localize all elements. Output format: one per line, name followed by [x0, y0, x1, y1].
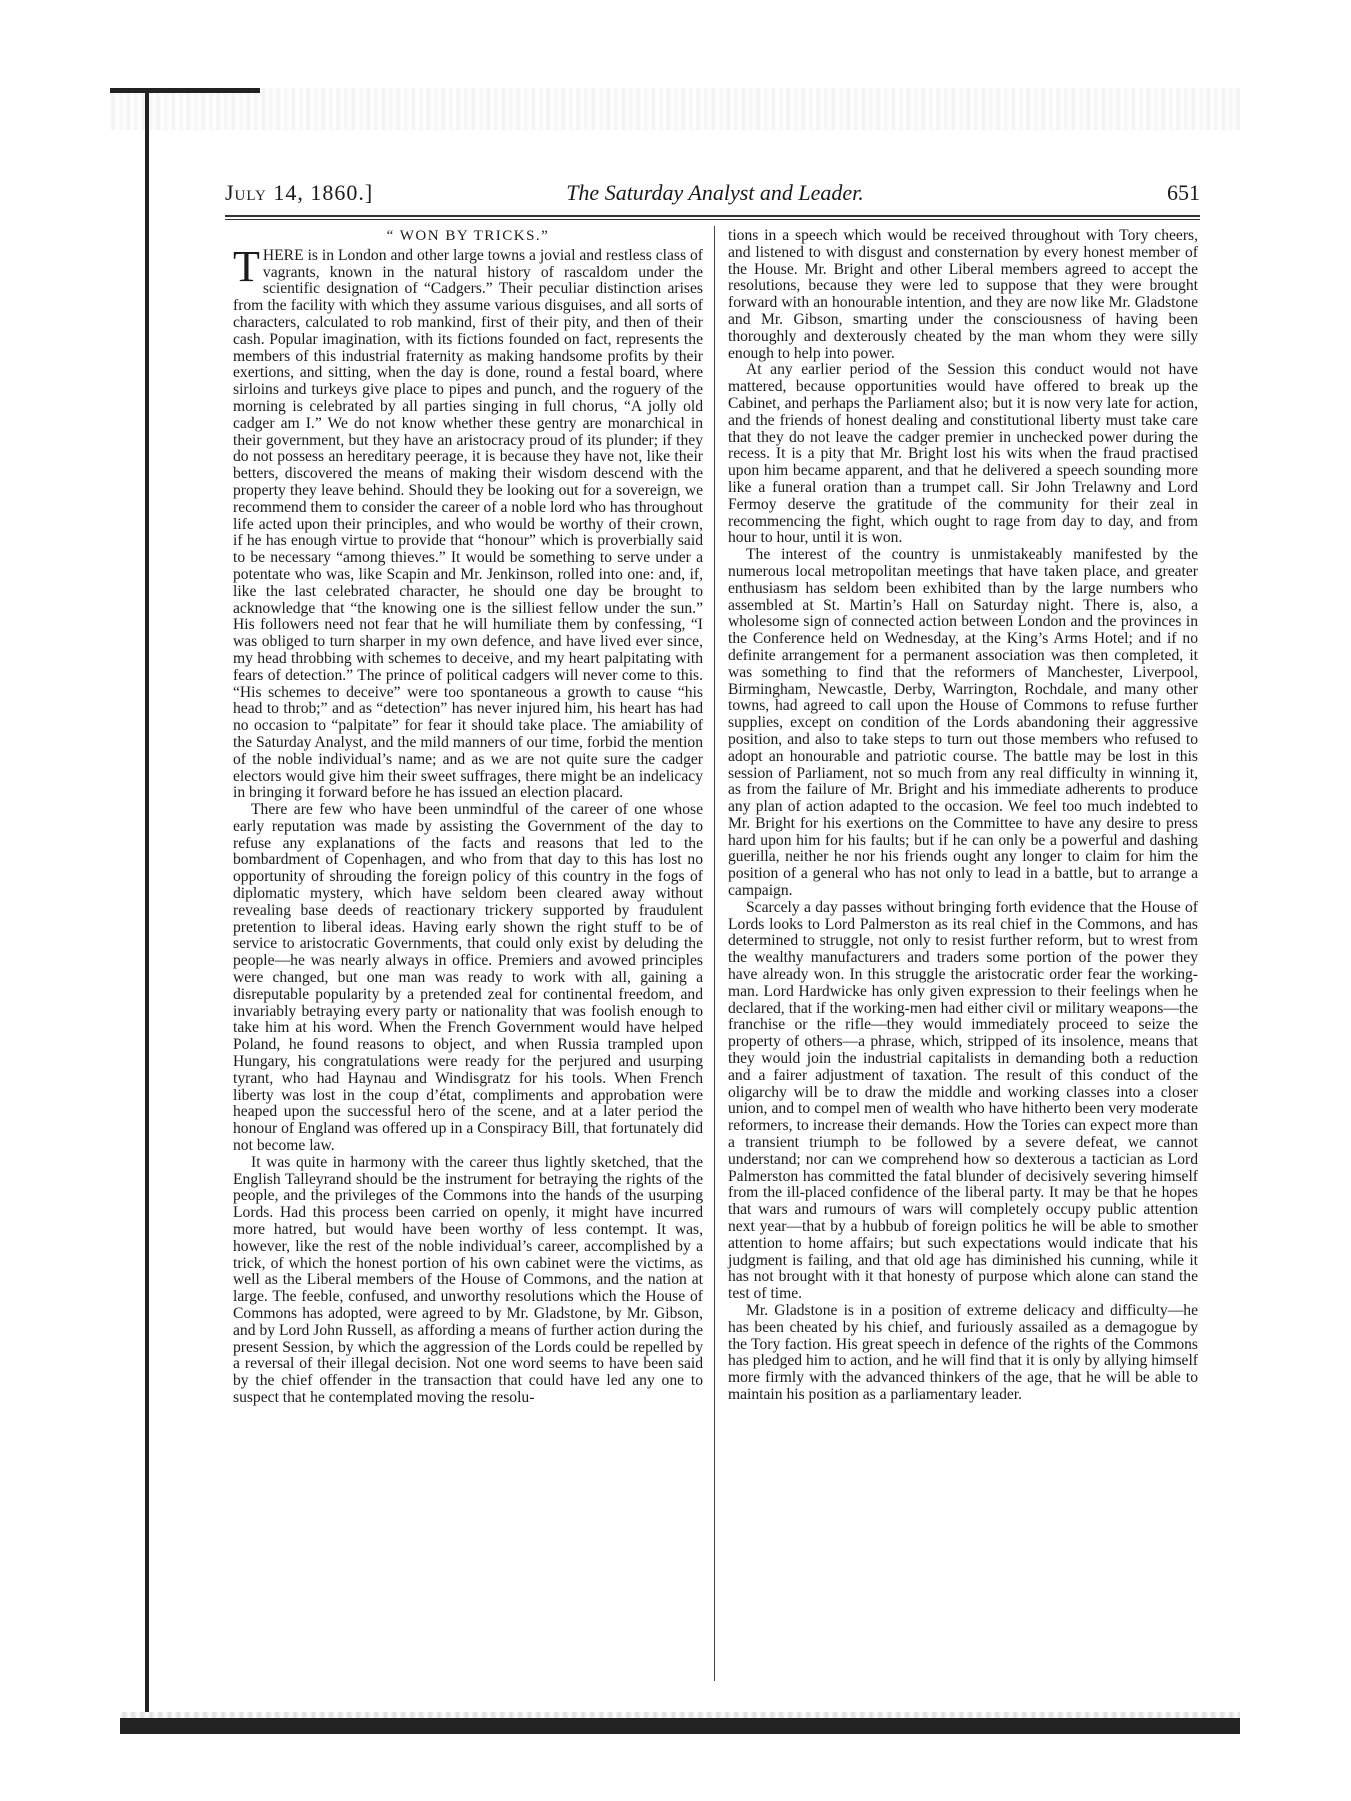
header-date: July 14, 1860.] [225, 180, 374, 205]
paragraph-text: HERE is in London and other large towns a jovial and restless class of vagrants, known in the natural history of rascaldom under the scientific designation of “Cadgers.” Their peculiar distinction arises from the facility with which they assume various disguises, and all sorts of characters, calculated to rob mankind, first of their pity, and then of their cash. Popular imagination, with its fictions founded on fact, represents the members of this industrial fraternity as making handsome profits by their exertions, and sitting, when the day is done, round a festal board, where sirloins and turkeys give place to pipes and punch, and the roguery of the morning is celebrated by all parties singing in full chorus, “A jolly old cadger am I.” We do not know whether these gentry are monarchical in their government, but they have an aristocracy proud of its plunder; if they do not possess an hereditary peerage, it is because they have not, like their betters, discovered the means of making their wisdom descend with the property they leave behind. Should they be looking out for a sovereign, we recommend them to consider the career of a noble lord who has throughout life acted upon their principles, and who would be worthy of their crown, if he has enough virtue to provide that “honour” which is proverbially said to be necessary “among thieves.” It would be something to serve under a potentate who was, like Scapin and Mr. Jenkinson, rolled into one: and, if, like the last celebrated character, he should one day be brought to acknowledge that “the knowing one is the silliest fellow under the sun.” His followers need not fear that he will humiliate them by confessing, “I was obliged to turn sharper in my own defence, and have lived ever since, my head throbbing with schemes to deceive, and my heart palpitating with fears of detection.” The prince of political cadgers will never come to this. “His schemes to deceive” were too spontaneous a growth to cause “his head to throb;” and as “detection” has never injured him, his heart has had no occasion to “palpitate” for fear it should take place. The amiability of the Saturday Analyst, and the mild manners of our time, forbid the mention of the noble individual’s name; and as we are not quite sure the cadger electors would give him their sweet suffrages, there might be an indelicacy in bringing it forward before he has issued an election placard. [233, 246, 703, 802]
page-number: 651 [1167, 180, 1200, 205]
column-divider [714, 226, 715, 1681]
paragraph: At any earlier period of the Session this conduct would not have mattered, because opportunities would have offered to break up the Cabinet, and perhaps the Parliament also; but it is now very late for action, and the friends of honest dealing and constitutional liberty must take care that they do not leave the cadger premier in unchecked power during the recess. It is a pity that Mr. Bright lost his wits when the fraud practised upon him became apparent, and that he delivered a speech sounding more like a funeral oration than a trumpet call. Sir John Trelawny and Lord Fermoy deserve the gratitude of the community for their zeal in recommencing the fight, which ought to rage from day to day, and from hour to hour, until it is won. [728, 361, 1198, 547]
scan-top-border [110, 88, 1240, 130]
right-column [728, 228, 1198, 1404]
paragraph [233, 241, 703, 802]
scan-left-edge [145, 92, 149, 1732]
paragraph: Scarcely a day passes without bringing forth evidence that the House of Lords looks to Lord Palmerston as its real chief in the Commons, and has determined to struggle, not only to resist further reform, but to wrest from the wealthy manufacturers and traders some portion of the power they have already won. In this struggle the aristocratic order fear the working-man. Lord Hardwicke has only given expression to their feelings when he declared, that if the working-men had either civil or military weapons—the franchise or the rifle—they would immediately proceed to seize the property of others—a phrase, which, stripped of its insolence, means that they would join the industrial capitalists in demanding both a reduction and a fairer adjustment of taxation. The result of this conduct of the oligarchy will be to draw the middle and working classes into a closer union, and to compel men of wealth who have hitherto been very moderate reformers, to increase their demands. How the Tories can expect more than a transient triumph to be followed by a severe defeat, we cannot understand; nor can we comprehend how so dexterous a tactician as Lord Palmerston has committed the fatal blunder of decisively severing himself from the ill-placed confidence of the liberal party. It may be that he hopes that wars and rumours of wars will completely occupy public attention next year—that by a hubbub of foreign politics he will be able to smother attention to home affairs; but such expectations would indicate that his judgment is failing, and that old age has diminished his cunning, while it has not brought with it that honesty of purpose which alone can stand the test of time. [728, 898, 1198, 1303]
paragraph: There are few who have been unmindful of the career of one whose early reputation was made by assisting the Government of the day to refuse any explanations of the facts and reasons that led to the bombardment of Copenhagen, and who from that day to this has lost no opportunity of shrouding the foreign policy of this country in the fogs of diplomatic mystery, which have seldom been cleared away without revealing base deeds of reactionary trickery supported by fraudulent pretention to liberal ideas. Having early shown the right stuff to be of service to aristocratic Governments, that could only exist by deluding the people—he was nearly always in office. Premiers and avowed principles were changed, but one man was ready to work with all, gaining a disreputable popularity by a pretended zeal for continental freedom, and invariably betraying every party or nationality that was foolish enough to take him at his word. When the French Government would have helped Poland, he found reasons to object, and when Russia trampled upon Hungary, his congratulations were ready for the perjured and usurping tyrant, who had Haynau and Windisgratz for his tools. When French liberty was lost in the coup d’état, compliments and approbation were heaped upon the successful hero of the scene, and at a later period the honour of England was offered up in a Conspiracy Bill, that fortunately did not become law. [233, 801, 703, 1155]
publication-title: The Saturday Analyst and Leader. [566, 180, 864, 205]
paragraph: The interest of the country is unmistakeably manifested by the numerous local metropolitan meetings that have taken place, and greater enthusiasm has seldom been exhibited than by the large numbers who assembled at St. Martin’s Hall on Saturday night. There is, also, a wholesome sign of connected action between London and the provinces in the Conference held on Wednesday, at the King’s Arms Hotel; and if no definite arrangement for a permanent association was then completed, it was something to find that the reformers of Manchester, Liverpool, Birmingham, Newcastle, Derby, Warrington, Rochdale, and many other towns, had agreed to call upon the House of Commons to refuse further supplies, except on condition of the Lords abandoning their aggressive position, and also to take steps to turn out those members who refused to adopt an honourable and patriotic course. The battle may be lost in this session of Parliament, not so much from any real difficulty in winning it, as from the failure of Mr. Bright and his immediate adherents to produce any plan of action adapted to the occasion. We feel too much indebted to Mr. Bright for his exertions on the Committee to have any desire to press hard upon him for his faults; but if he can only be a powerful and dashing guerilla, neither he nor his friends ought any longer to claim for him the position of a general who has not only to lead in a battle, but to arrange a campaign. [728, 546, 1198, 900]
page-header [225, 178, 1200, 212]
left-column [233, 228, 703, 1407]
drop-cap: T [233, 241, 260, 291]
paragraph: Mr. Gladstone is in a position of extreme delicacy and difficulty—he has been cheated by his chief, and furiously assailed as a demagogue by the Tory faction. His great speech in defence of the rights of the Commons has pledged him to action, and he will find that it is only by allying himself more firmly with the advanced thinkers of the age, that he will be able to maintain his position as a parliamentary leader. [728, 1302, 1198, 1403]
scan-top-bar [110, 88, 260, 93]
paragraph: tions in a speech which would be received throughout with Tory cheers, and listened to with disgust and consternation by every honest member of the House. Mr. Bright and other Liberal members agreed to accept the resolutions, because they were led to suppose that they were brought forward with an honourable intention, and they are now like Mr. Gladstone and Mr. Gibson, smarting under the consciousness of having been thoroughly and dexterously cheated by the man whom they were silly enough to help into power. [728, 227, 1198, 362]
header-rule-thin [225, 219, 1200, 220]
header-rule [225, 215, 1200, 217]
scan-bottom-edge [120, 1718, 1240, 1734]
paragraph: It was quite in harmony with the career thus lightly sketched, that the English Talleyrand should be the instrument for betraying the rights of the people, and the privileges of the Commons into the hands of the usurping Lords. Had this process been carried on openly, it might have incurred more hatred, but would have been worthy of less contempt. It was, however, like the rest of the noble individual’s career, accomplished by a trick, of which the honest portion of his own cabinet were the victims, as well as the Liberal members of the House of Commons, and the nation at large. The feeble, confused, and unworthy resolutions which the House of Commons has adopted, were agreed to by Mr. Gladstone, by Mr. Gibson, and by Lord John Russell, as affording a means of further action during the present Session, by which the aggression of the Lords could be repelled by a reversal of their illegal decision. Not one word seems to have been said by the chief offender in the transaction that could have led any one to suspect that he contemplated moving the resolu- [233, 1153, 703, 1406]
article-title: “ WON BY TRICKS.” [386, 228, 550, 244]
